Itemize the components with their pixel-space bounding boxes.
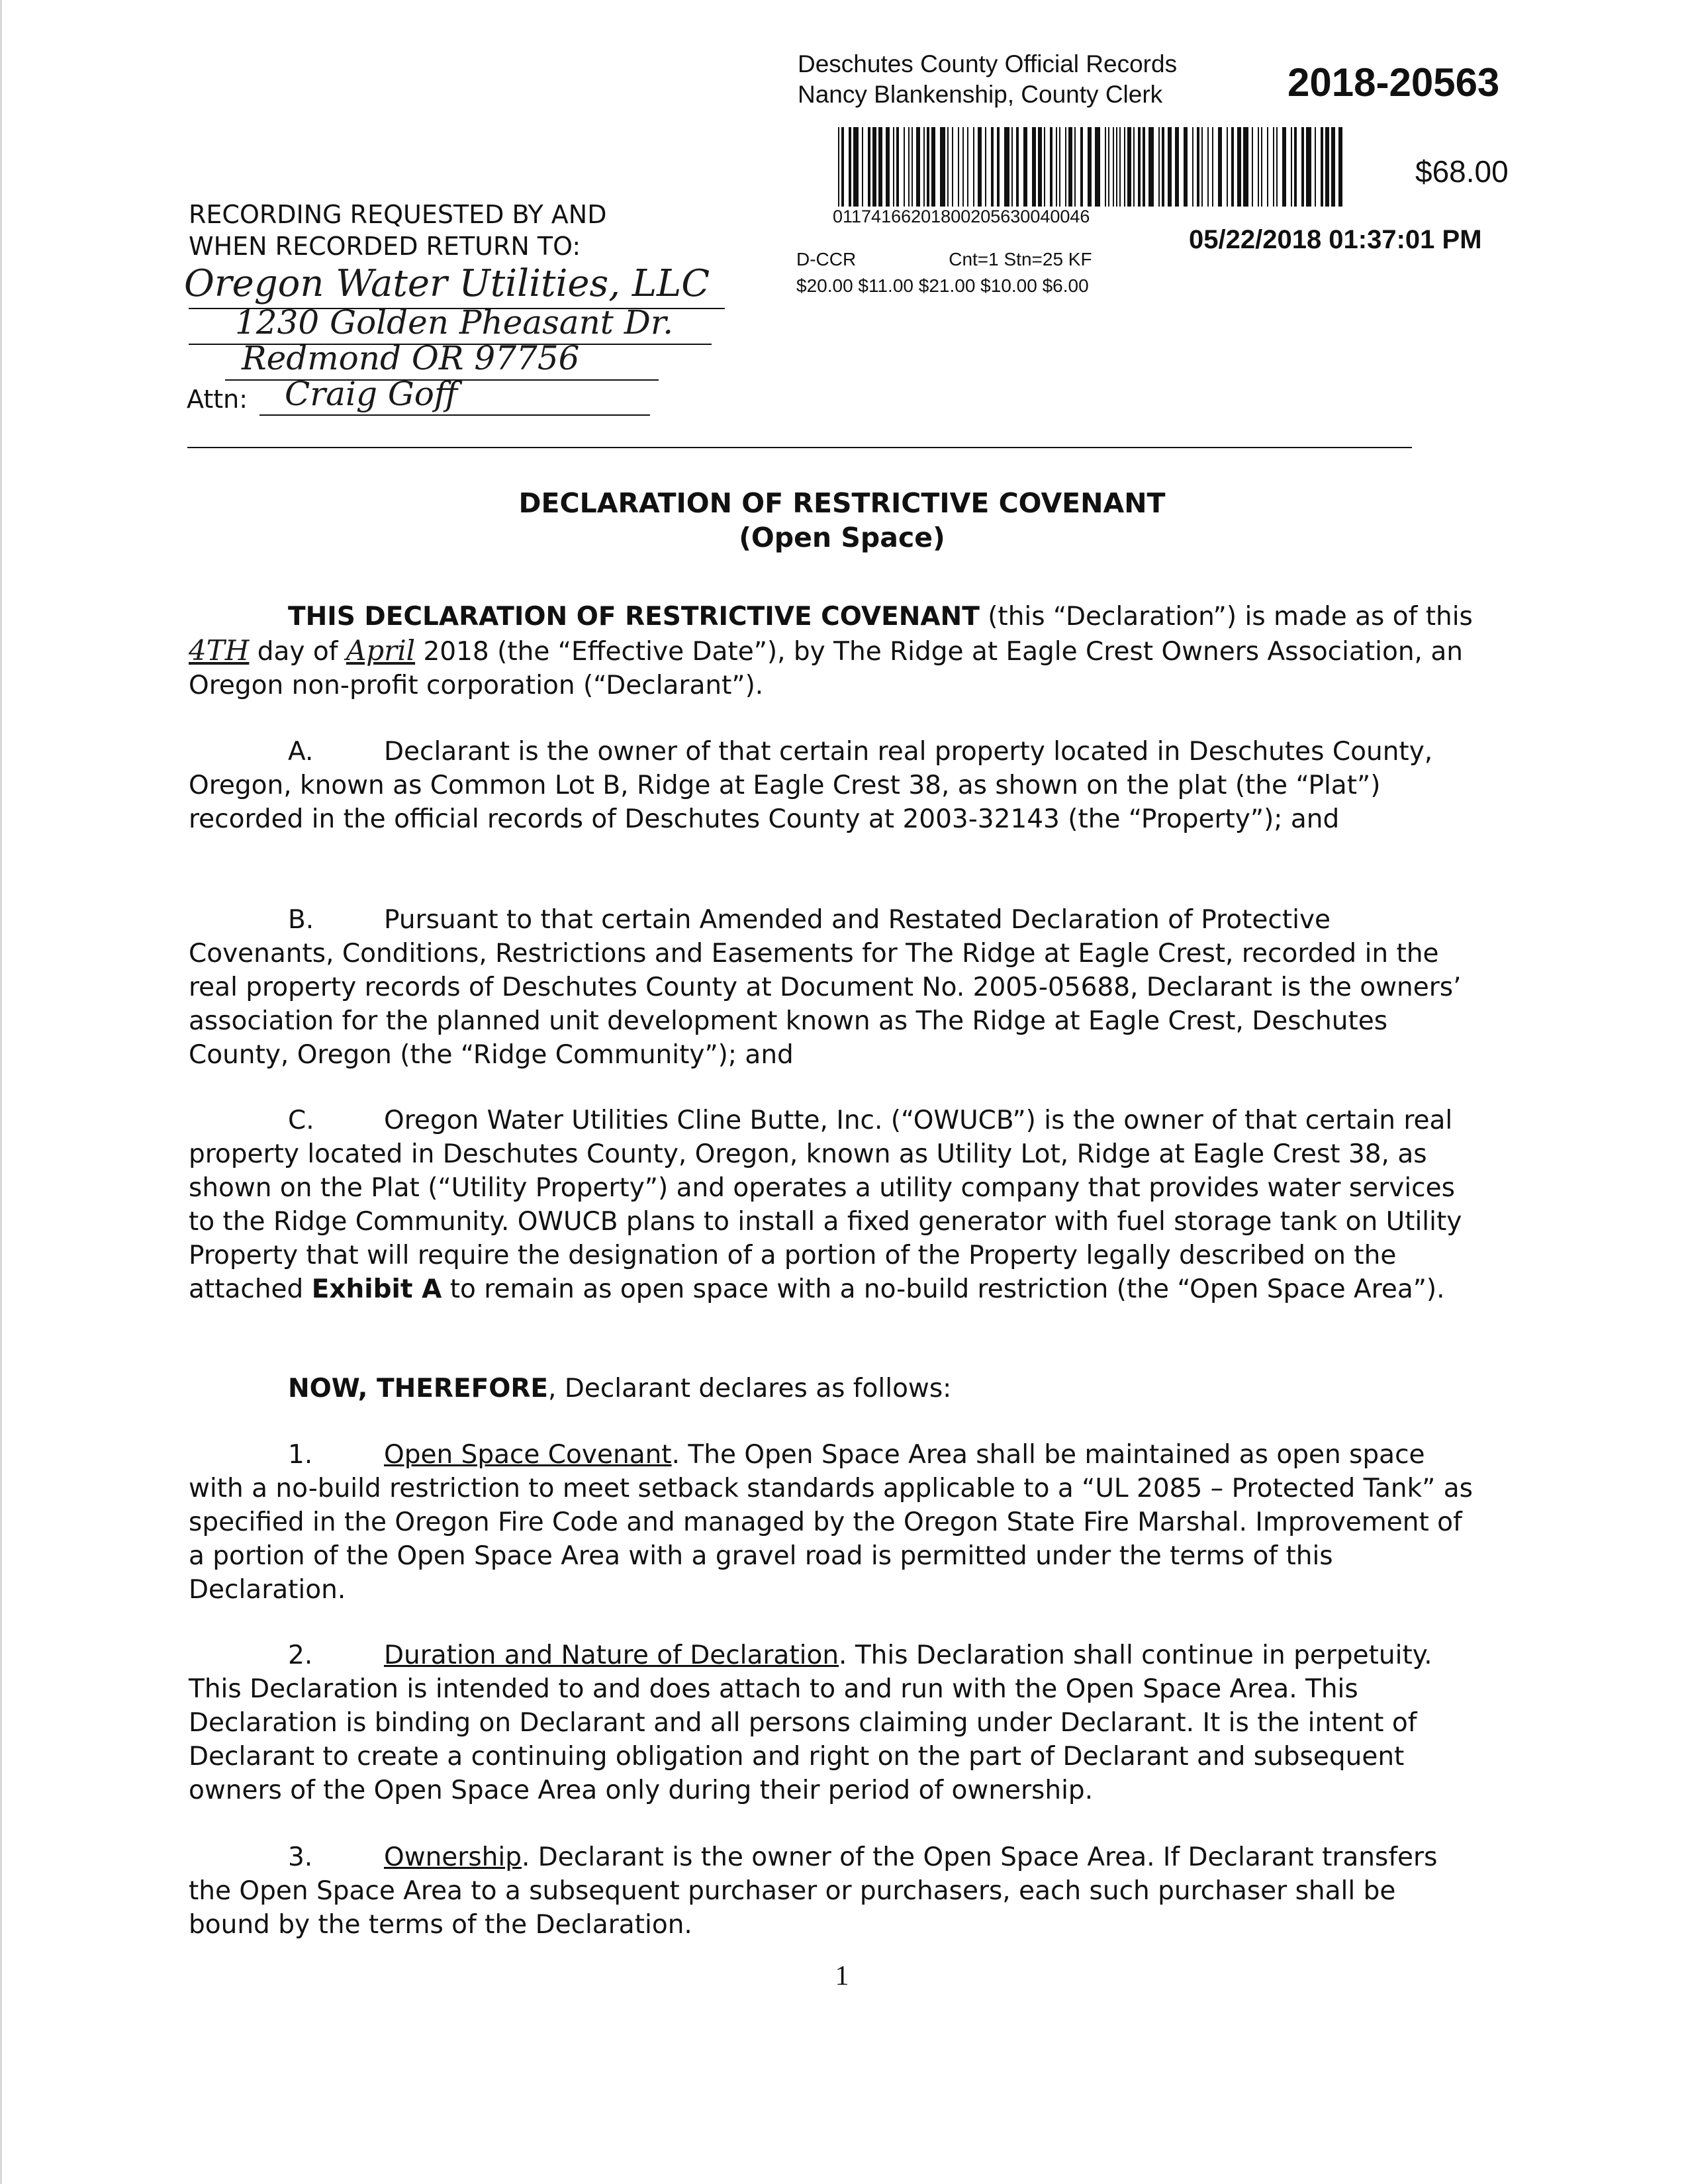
intro-lead: THIS DECLARATION OF RESTRICTIVE COVENANT [288, 602, 980, 632]
barcode-bar [1197, 127, 1199, 207]
effective-day-handwritten: 4TH [189, 634, 250, 667]
recital-a-label: A. [288, 737, 314, 767]
barcode-bar [1119, 127, 1121, 207]
barcode-bar [1282, 127, 1286, 207]
barcode-bar [1237, 127, 1241, 207]
scan-edge [0, 0, 2, 2184]
barcode-bar [1059, 127, 1060, 207]
barcode-bar [1227, 127, 1228, 207]
section-2-heading: Duration and Nature of Declaration [384, 1640, 839, 1670]
barcode-bar [985, 127, 986, 207]
section-1 [189, 1438, 1478, 1607]
section-2-label: 2. [288, 1640, 313, 1670]
count-station: Cnt=1 Stn=25 KF [949, 249, 1092, 269]
recital-b-label: B. [288, 905, 314, 935]
doc-type-code: D-CCR [796, 249, 857, 269]
section-3-label: 3. [288, 1842, 313, 1872]
section-2 [189, 1638, 1478, 1807]
return-name-handwritten: Oregon Water Utilities, LLC [184, 262, 710, 305]
return-line-2: WHEN RECORDED RETURN TO: [189, 232, 581, 261]
barcode-bar [1044, 127, 1045, 207]
barcode-bar [1192, 127, 1193, 207]
recital-b [189, 903, 1478, 1072]
barcode-bar [1050, 127, 1052, 207]
barcode-bar [1207, 127, 1209, 207]
barcode-bar [1038, 127, 1042, 207]
barcode-bar [841, 127, 844, 207]
barcode-bar [962, 127, 964, 207]
attn-name-handwritten: Craig Goff [285, 375, 458, 413]
intro-paragraph [189, 600, 1478, 702]
barcode-bar [878, 127, 882, 207]
barcode-bar [1261, 127, 1262, 207]
title-line-2: (Open Space) [739, 522, 945, 553]
barcode-bar [872, 127, 876, 207]
section-1-text: . The Open Space Area shall be maintained as open space with a no-build restriction to meet setback standards applicable to a “UL 2085 – Protected Tank” as specified in the Oregon Fire Code and managed by the Oregon State Fire Marshal. Improvement of a portion of the Open Space Area with a gravel road is permitted under the terms of this Declaration. [189, 1440, 1474, 1605]
recital-c-text-1: Oregon Water Utilities Cline Butte, Inc. (“OWUCB”) is the owner of that certain real property located in Deschutes County, Oregon, known as Utility Lot, Ridge at Eagle Crest 38, as shown on the Plat (“Utility Property”) and operates a utility company that provides water services to the Ridge Community. OWUCB plans to install a fixed generator with fuel storage tank on Utility Property that will require the designation of a portion of the Property legally described on the attached [189, 1106, 1462, 1304]
barcode-bar [1032, 127, 1036, 207]
barcode-bar [1065, 127, 1066, 207]
barcode-bar [1276, 127, 1278, 207]
barcode-bar [849, 127, 851, 207]
barcode-bar [1201, 127, 1203, 207]
intro-text-2: day of [249, 637, 346, 667]
barcode-bar [1108, 127, 1109, 207]
barcode-bar [908, 127, 910, 207]
barcode-bar [1301, 127, 1304, 207]
barcode-bar [853, 127, 859, 207]
barcode-bar [973, 127, 974, 207]
barcode-bar [868, 127, 870, 207]
barcode-bar [1184, 127, 1188, 207]
recital-c [189, 1104, 1478, 1306]
recital-c-label: C. [288, 1106, 314, 1135]
barcode-bar [1023, 127, 1027, 207]
barcode-bar [1011, 127, 1013, 207]
barcode-bar [893, 127, 894, 207]
barcode-bar [940, 127, 945, 207]
barcode-bar [1074, 127, 1076, 207]
section-2-text: . This Declaration shall continue in perpetuity. This Declaration is intended to and does attach to and run with the Open Space Area. This Declaration is binding on Declarant and all persons claiming under Declarant. It is the intent of Declarant to create a continuing obligation and right on the part of Declarant and subsequent owners of the Open Space Area only during their period of ownership. [189, 1640, 1432, 1805]
now-therefore-text: , Declarant declares as follows: [548, 1374, 952, 1403]
barcode-bar [916, 127, 920, 207]
barcode-bar [1321, 127, 1323, 207]
barcode-bar [1095, 127, 1100, 207]
barcode-bar [1068, 127, 1072, 207]
barcode-bar [904, 127, 905, 207]
barcode-bar [1143, 127, 1145, 207]
recorded-datetime: 05/22/2018 01:37:01 PM [1189, 225, 1482, 254]
barcode-bar [1133, 127, 1135, 207]
page-number: 1 [835, 1961, 849, 1991]
barcode-bar [1148, 127, 1154, 207]
barcode-bar [1252, 127, 1253, 207]
barcode-bar [1138, 127, 1141, 207]
attn-line [259, 414, 650, 416]
barcode-bar [1231, 127, 1234, 207]
barcode-bar [1218, 127, 1222, 207]
recorder-office: Deschutes County Official Records [798, 50, 1178, 77]
barcode-bar [1267, 127, 1268, 207]
barcode-bar [923, 127, 925, 207]
barcode-bar [1004, 127, 1009, 207]
barcode-bar [927, 127, 929, 207]
barcode-bar [1212, 127, 1213, 207]
barcode-bar [1291, 127, 1292, 207]
barcode-bar [896, 127, 899, 207]
return-street-handwritten: 1230 Golden Pheasant Dr. [235, 303, 674, 342]
section-3-text: . Declarant is the owner of the Open Space Area. If Declarant transfers the Open Space Area to a subsequent purchaser or purchasers, each such purchaser shall be bound by the terms of the Declaration. [189, 1842, 1438, 1940]
recording-codes [796, 246, 1092, 299]
barcode-bar [1056, 127, 1057, 207]
intro-text-1: (this “Declaration”) is made as of this [979, 602, 1473, 632]
barcode-bar [1016, 127, 1019, 207]
return-city-handwritten: Redmond OR 97756 [242, 339, 580, 377]
barcode-bar [952, 127, 953, 207]
barcode-bar [958, 127, 959, 207]
barcode-bar [838, 127, 839, 207]
exhibit-a-reference: Exhibit A [311, 1274, 442, 1304]
title-line-1: DECLARATION OF RESTRICTIVE COVENANT [518, 487, 1166, 519]
barcode-bar [1127, 127, 1131, 207]
barcode-bar [967, 127, 968, 207]
effective-month-handwritten: April [346, 634, 416, 667]
section-1-heading: Open Space Covenant [384, 1440, 672, 1470]
document-title [0, 486, 1684, 555]
barcode-bar [1175, 127, 1179, 207]
recorder-stamp [798, 49, 1177, 110]
barcode-bar [1325, 127, 1329, 207]
barcode-bar [1258, 127, 1259, 207]
fee-breakdown: $20.00 $11.00 $21.00 $10.00 $6.00 [796, 275, 1089, 296]
barcode-bar [1168, 127, 1172, 207]
barcode [835, 127, 1352, 207]
section-3-heading: Ownership [384, 1842, 522, 1872]
barcode-bar [1273, 127, 1274, 207]
barcode-number: 01174166201800205630040046 [833, 207, 1090, 226]
fee-total: $68.00 [1415, 154, 1509, 189]
document-number: 2018-20563 [1287, 60, 1500, 105]
recital-a-text: Declarant is the owner of that certain real property located in Deschutes County, Oregon, known as Common Lot B, Ridge at Eagle Crest 38, as shown on the plat (the “Plat”) recorded in the official records of Deschutes County at 2003-32143 (the “Property”); and [189, 737, 1433, 834]
barcode-bar [1124, 127, 1125, 207]
barcode-bar [991, 127, 994, 207]
barcode-bar [1331, 127, 1335, 207]
barcode-bar [978, 127, 982, 207]
recorder-clerk: Nancy Blankenship, County Clerk [798, 81, 1163, 108]
barcode-bar [1158, 127, 1160, 207]
barcode-bar [886, 127, 890, 207]
barcode-bar [1306, 127, 1311, 207]
barcode-bar [1113, 127, 1114, 207]
barcode-bar [1338, 127, 1342, 207]
barcode-bar [1294, 127, 1297, 207]
recital-a [189, 735, 1478, 836]
recital-c-text-2: to remain as open space with a no-build restriction (the “Open Space Area”). [442, 1274, 1445, 1304]
barcode-bar [1080, 127, 1083, 207]
barcode-bar [1105, 127, 1106, 207]
barcode-bar [1162, 127, 1164, 207]
barcode-bar [1315, 127, 1316, 207]
return-line-1: RECORDING REQUESTED BY AND [189, 200, 607, 229]
now-therefore-bold: NOW, THEREFORE [288, 1374, 549, 1403]
barcode-bar [997, 127, 1000, 207]
return-to-heading [189, 199, 606, 262]
section-3 [189, 1840, 1478, 1942]
section-1-label: 1. [288, 1440, 313, 1470]
recital-b-text: Pursuant to that certain Amended and Restated Declaration of Protective Covenants, Conditions, Restrictions and Easements for The Ridge at Eagle Crest, recorded in the real property records of Deschutes County at Document No. 2005-05688, Declarant is the owners’ association for the planned unit development known as The Ridge at Eagle Crest, Deschutes County, Oregon (the “Ridge Community”); and [189, 905, 1462, 1070]
barcode-bar [862, 127, 863, 207]
barcode-bar [931, 127, 935, 207]
barcode-bar [1116, 127, 1117, 207]
header-rule [187, 447, 1412, 448]
barcode-bar [947, 127, 949, 207]
now-therefore [189, 1372, 1478, 1405]
barcode-bar [1088, 127, 1092, 207]
barcode-bar [1243, 127, 1248, 207]
intro-text-3: 2018 (the “Effective Date”), by The Ridge at Eagle Crest Owners Association, an Oregon non-profit corporation (“Declarant”). [189, 637, 1463, 700]
attn-label: Attn: [187, 385, 248, 414]
barcode-bar [912, 127, 913, 207]
